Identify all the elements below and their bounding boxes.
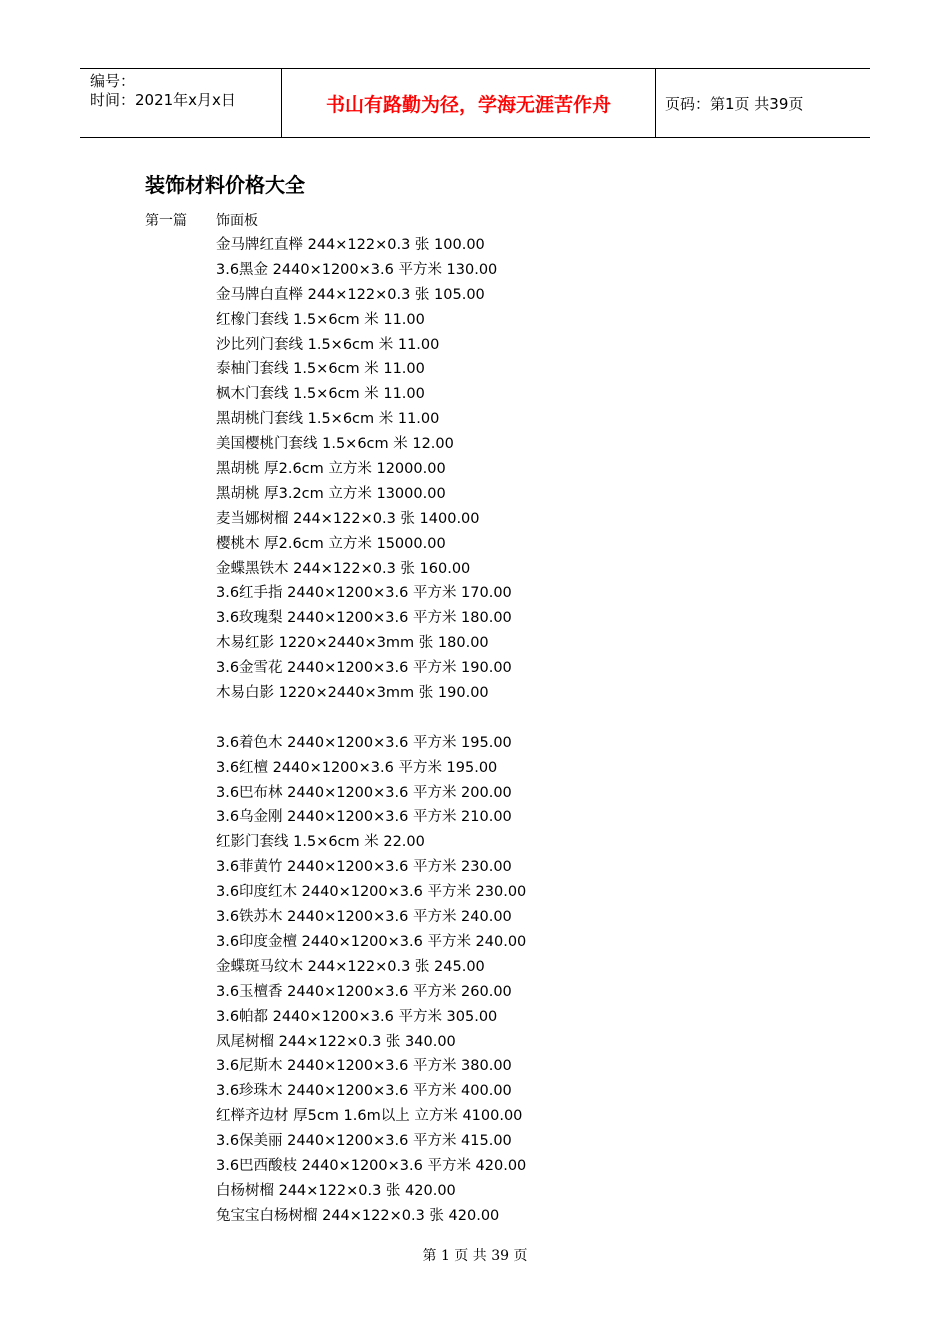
price-list-item: 黑胡桃 厚2.6cm 立方米 12000.00 <box>216 461 446 478</box>
header-motto-cell <box>281 69 656 137</box>
price-list-item: 沙比列门套线 1.5×6cm 米 11.00 <box>216 336 440 353</box>
page-header <box>80 68 870 138</box>
price-list-item: 金马牌白直榉 244×122×0.3 张 105.00 <box>216 286 485 303</box>
price-list <box>216 233 526 1229</box>
price-list-item: 木易白影 1220×2440×3mm 张 190.00 <box>216 685 489 702</box>
price-list-item: 3.6铁苏木 2440×1200×3.6 平方米 240.00 <box>216 909 512 926</box>
price-list-item: 3.6珍珠木 2440×1200×3.6 平方米 400.00 <box>216 1083 512 1100</box>
price-list-item: 3.6印度金檀 2440×1200×3.6 平方米 240.00 <box>216 933 527 950</box>
document-date-label: 时间：2021年x月x日 <box>90 91 236 109</box>
chapter-name: 饰面板 <box>216 213 258 229</box>
price-list-item: 黑胡桃门套线 1.5×6cm 米 11.00 <box>216 411 440 428</box>
price-list-item: 红影门套线 1.5×6cm 米 22.00 <box>216 834 425 851</box>
price-list-item: 3.6菲黄竹 2440×1200×3.6 平方米 230.00 <box>216 859 512 876</box>
price-list-item: 3.6乌金刚 2440×1200×3.6 平方米 210.00 <box>216 809 512 826</box>
price-list-item: 樱桃木 厚2.6cm 立方米 15000.00 <box>216 535 446 552</box>
list-spacer <box>216 706 526 731</box>
price-list-item: 3.6红手指 2440×1200×3.6 平方米 170.00 <box>216 585 512 602</box>
price-list-item: 3.6巴西酸枝 2440×1200×3.6 平方米 420.00 <box>216 1157 527 1174</box>
price-list-item: 红橡门套线 1.5×6cm 米 11.00 <box>216 311 425 328</box>
price-list-item: 麦当娜树榴 244×122×0.3 张 1400.00 <box>216 510 480 527</box>
price-list-item: 木易红影 1220×2440×3mm 张 180.00 <box>216 635 489 652</box>
price-list-item: 3.6玉檀香 2440×1200×3.6 平方米 260.00 <box>216 983 512 1000</box>
header-page-code: 页码：第1页 共39页 <box>665 95 804 113</box>
price-list-item: 3.6红檀 2440×1200×3.6 平方米 195.00 <box>216 759 498 776</box>
chapter-number: 第一篇 <box>145 213 187 229</box>
page-footer: 第 1 页 共 39 页 <box>422 1248 528 1264</box>
price-list-item: 3.6保美丽 2440×1200×3.6 平方米 415.00 <box>216 1133 512 1150</box>
header-page-cell <box>655 69 870 137</box>
price-list-item: 3.6印度红木 2440×1200×3.6 平方米 230.00 <box>216 884 527 901</box>
price-list-item: 3.6巴布林 2440×1200×3.6 平方米 200.00 <box>216 784 512 801</box>
price-list-item: 美国樱桃门套线 1.5×6cm 米 12.00 <box>216 436 454 453</box>
price-list-item: 3.6尼斯木 2440×1200×3.6 平方米 380.00 <box>216 1058 512 1075</box>
price-list-item: 凤尾树榴 244×122×0.3 张 340.00 <box>216 1033 456 1050</box>
price-list-item: 3.6黑金 2440×1200×3.6 平方米 130.00 <box>216 261 498 278</box>
price-list-item: 兔宝宝白杨树榴 244×122×0.3 张 420.00 <box>216 1207 500 1224</box>
price-list-item: 白杨树榴 244×122×0.3 张 420.00 <box>216 1182 456 1199</box>
document-title: 装饰材料价格大全 <box>145 173 305 197</box>
document-number-label: 编号： <box>90 72 136 90</box>
price-list-item: 金蝶斑马纹木 244×122×0.3 张 245.00 <box>216 958 485 975</box>
price-list-item: 金马牌红直榉 244×122×0.3 张 100.00 <box>216 237 485 253</box>
price-list-item: 枫木门套线 1.5×6cm 米 11.00 <box>216 386 425 403</box>
price-list-item: 3.6着色木 2440×1200×3.6 平方米 195.00 <box>216 734 512 751</box>
price-list-item: 金蝶黑铁木 244×122×0.3 张 160.00 <box>216 560 471 577</box>
price-list-item: 红榉齐边材 厚5cm 1.6m以上 立方米 4100.00 <box>216 1108 523 1125</box>
price-list-item: 3.6玫瑰梨 2440×1200×3.6 平方米 180.00 <box>216 610 512 627</box>
price-list-item: 黑胡桃 厚3.2cm 立方米 13000.00 <box>216 485 446 502</box>
price-list-item: 3.6帕都 2440×1200×3.6 平方米 305.00 <box>216 1008 498 1025</box>
header-meta-cell <box>80 69 281 137</box>
header-motto: 书山有路勤为径，学海无涯苦作舟 <box>325 94 611 116</box>
price-list-item: 3.6金雪花 2440×1200×3.6 平方米 190.00 <box>216 660 512 677</box>
price-list-item: 泰柚门套线 1.5×6cm 米 11.00 <box>216 361 425 378</box>
